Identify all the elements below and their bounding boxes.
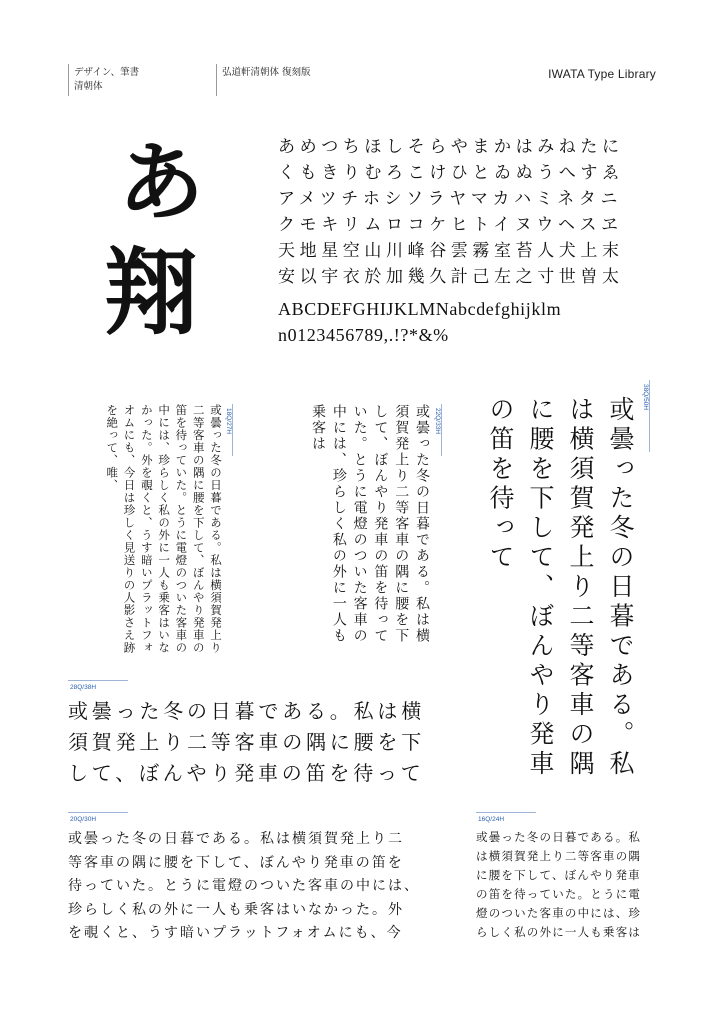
sample-18q-label: 18Q/27H <box>225 408 232 435</box>
header-divider-middle <box>216 64 217 96</box>
sample-22q-marker <box>441 404 442 456</box>
sample-18q-text: 或曇った冬の日暮である。私は横須賀発上り二等客車の隅に腰を下して、ぼんやり発車の笛を待っていた。とうに電燈のついた客車の中には、珍らしく私の外に一人も乗客はいなかった。外を覗くと、うす暗いプラットフォオムにも、今日は珍しく見送りの人影さえ跡を絶って、唯、 <box>105 404 223 654</box>
sample-20q-line: 待っていた。とうに電燈のついた客車の中には、 <box>68 878 420 894</box>
specimen-glyph-kanji: 翔 <box>104 238 199 348</box>
sample-28q-text <box>68 696 448 789</box>
sample-22q-label: 22Q/33H <box>434 408 441 435</box>
sample-38q-text: 或曇った冬の日暮である。私は横須賀発上り二等客車の隅に腰を下して、ぼんやり発車の笛を待って <box>486 396 635 780</box>
sample-20q-marker <box>68 812 128 813</box>
category-label <box>74 66 139 94</box>
sample-16q-marker <box>476 812 536 813</box>
sample-20q-line: 等客車の隅に腰を下して、ぼんやり発車の笛を <box>68 854 404 871</box>
specimen-glyph-kana: あ <box>118 132 204 233</box>
sample-20q-line: を覗くと、うす暗いプラットフォオムにも、今 <box>68 925 403 941</box>
character-set <box>278 134 678 348</box>
sample-28q-line: 須賀発上り二等客車の隅に腰を下 <box>68 730 425 754</box>
sample-38q-marker <box>649 380 650 452</box>
category-line-1: デザイン、筆書 <box>74 67 140 78</box>
sample-28q-label: 28Q/38H <box>70 684 97 691</box>
sample-16q-line: は横須賀発上り二等客車の隅 <box>476 849 642 863</box>
sample-16q-label: 16Q/24H <box>478 816 505 823</box>
sample-28q-line: して、ぼんやり発車の笛を待って <box>68 761 425 785</box>
sample-16q-line: の笛を待っていた。とうに電 <box>476 887 642 901</box>
header-divider-left <box>68 64 69 96</box>
sample-28q-line: 或曇った冬の日暮である。私は横 <box>68 699 425 723</box>
charset-row: 天地星空山川峰谷雲霧室苔人犬上末 <box>278 241 624 261</box>
sample-16q-line: 燈のついた客車の中には、珍 <box>476 906 642 920</box>
charset-row: 安以宇衣於加幾久計己左之寸世曽太 <box>278 267 624 287</box>
charset-row-latin: ABCDEFGHIJKLMNabcdefghijklm <box>278 299 562 319</box>
sample-18q-marker <box>232 404 233 456</box>
category-line-2: 清朝体 <box>74 81 103 92</box>
sample-22q-text: 或曇った冬の日暮である。私は横須賀発上り二等客車の隅に腰を下して、ぼんやり発車の笛を待っていた。とうに電燈のついた客車の中には、珍らしく私の外に一人も乗客は <box>310 404 430 644</box>
sample-16q-line: 或曇った冬の日暮である。私 <box>476 830 642 844</box>
charset-row: アメツチホシソラヤマカハミネタニ <box>278 189 623 209</box>
sample-20q-text <box>68 828 448 946</box>
charset-row: クモキリムロコケヒトイヌウヘスヱ <box>278 215 623 235</box>
sample-38q-label: 38Q/50H <box>642 384 649 411</box>
sample-16q-line: らしく私の外に一人も乗客は <box>476 925 642 939</box>
sample-16q-text <box>476 828 666 942</box>
charset-row-latin: n0123456789,.!?*&% <box>278 325 449 345</box>
sample-20q-line: 或曇った冬の日暮である。私は横須賀発上り二 <box>68 831 404 847</box>
sample-20q-label: 20Q/30H <box>70 816 97 823</box>
charset-row: くもきりむろこけひとゐぬうへすゑ <box>278 163 624 183</box>
sample-16q-line: に腰を下して、ぼんやり発車 <box>476 868 641 882</box>
sample-28q-marker <box>68 680 128 681</box>
font-name: 弘道軒清朝体 復刻版 <box>222 67 311 78</box>
sample-20q-line: 珍らしく私の外に一人も乗客はいなかった。外 <box>68 901 404 918</box>
charset-row: あめつちほしそらやまかはみねたに <box>278 137 624 157</box>
brand-name: IWATA Type Library <box>548 67 656 81</box>
